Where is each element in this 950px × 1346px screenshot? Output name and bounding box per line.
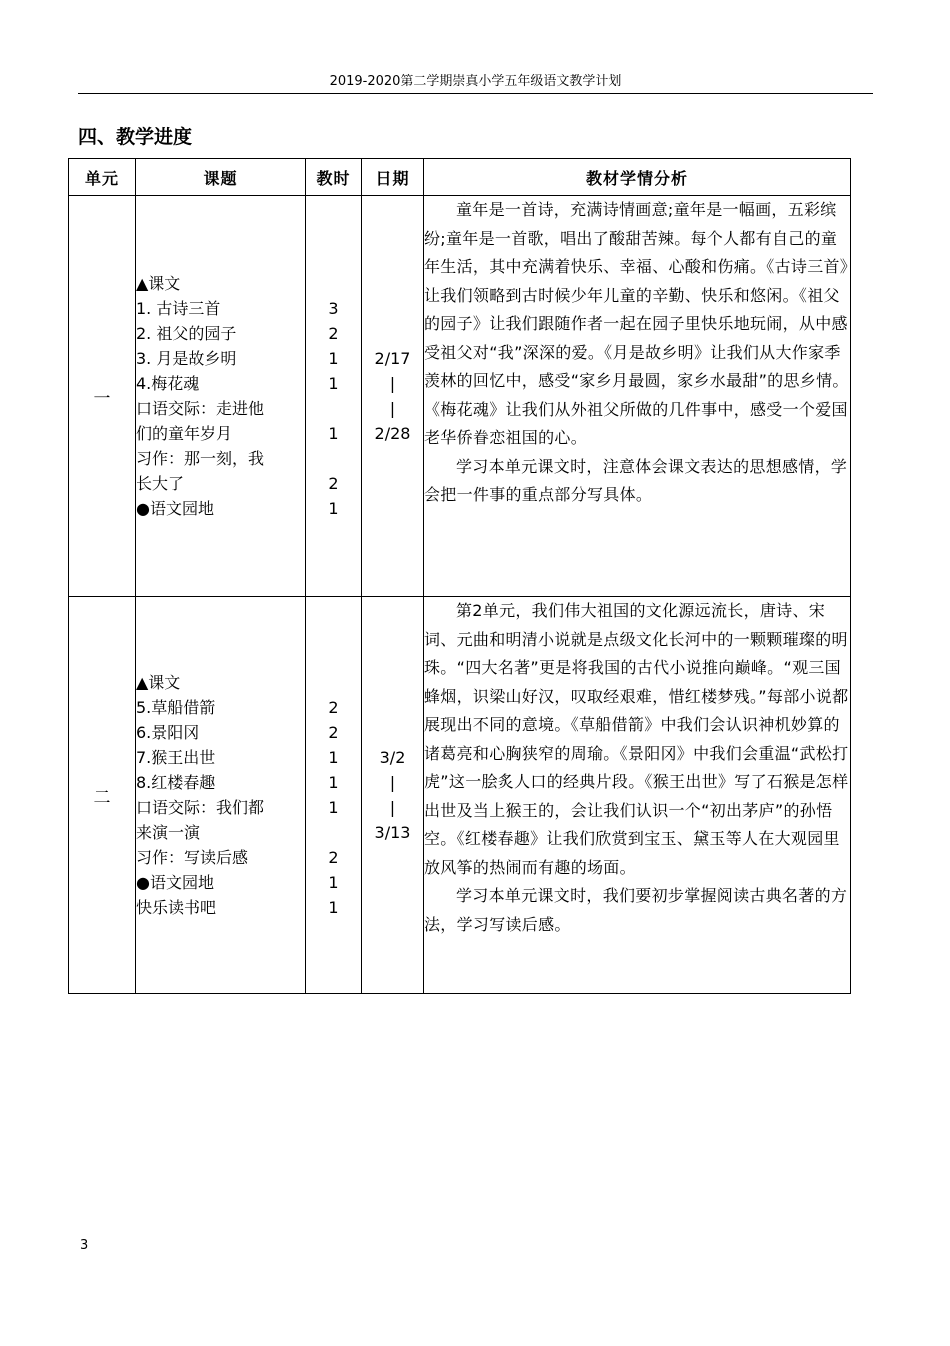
date-separator: | — [389, 773, 396, 792]
topic-line: 8.红楼春趣 — [136, 773, 216, 792]
topic-line: 3. 月是故乡明 — [136, 349, 237, 368]
table-header-row — [69, 159, 851, 196]
hours-cell — [306, 196, 362, 597]
hours-line — [306, 670, 361, 695]
hours-line: 1 — [328, 349, 339, 368]
header-analysis: 教材学情分析 — [424, 159, 851, 196]
hours-line: 1 — [328, 748, 339, 767]
page-header: 2019-2020第二学期崇真小学五年级语文教学计划 — [78, 70, 873, 94]
topic-line: 口语交际：走进他 — [136, 399, 265, 418]
analysis-cell — [424, 597, 851, 994]
date-end: 2/28 — [374, 424, 411, 443]
analysis-cell — [424, 196, 851, 597]
topic-line: 快乐读书吧 — [136, 898, 217, 917]
topics-cell — [136, 196, 306, 597]
hours-line: 2 — [328, 698, 339, 717]
hours-line: 2 — [328, 723, 339, 742]
page-number: 3 — [80, 1238, 89, 1253]
date-start: 2/17 — [374, 349, 411, 368]
header-unit: 单元 — [69, 159, 136, 196]
section-title: 四、教学进度 — [78, 126, 193, 148]
header-hours: 教时 — [306, 159, 362, 196]
date-separator: | — [389, 798, 396, 817]
date-separator: | — [389, 399, 396, 418]
topic-line: 口语交际：我们都 — [136, 798, 265, 817]
date-cell — [362, 196, 424, 597]
hours-line: 1 — [328, 873, 339, 892]
hours-line: 2 — [328, 324, 339, 343]
unit-cell: 一 — [69, 196, 136, 597]
hours-line: 1 — [328, 898, 339, 917]
analysis-paragraph: 童年是一首诗，充满诗情画意;童年是一幅画，五彩缤纷;童年是一首歌，唱出了酸甜苦辣。每个人都有自己的童年生活，其中充满着快乐、幸福、心酸和伤痛。《古诗三首》让我们领略到古时候少年儿童的辛勤、快乐和悠闲。《祖父的园子》让我们跟随作者一起在园子里快乐地玩闹，从中感受祖父对“我”深深的爱。《月是故乡明》让我们从大作家季羡林的回忆中，感受“家乡月最圆，家乡水最甜”的思乡情。《梅花魂》让我们从外祖父所做的几件事中，感受一个爱国老华侨眷恋祖国的心。 — [424, 200, 849, 447]
topic-line: 长大了 — [136, 474, 185, 493]
unit-cell: 二 — [69, 597, 136, 994]
hours-line — [306, 396, 361, 421]
topic-line: 4.梅花魂 — [136, 374, 200, 393]
hours-line: 3 — [328, 299, 339, 318]
topic-line: ●语文园地 — [136, 873, 214, 892]
hours-line: 2 — [328, 474, 339, 493]
hours-line: 1 — [328, 773, 339, 792]
hours-line: 1 — [328, 798, 339, 817]
topic-line: 2. 祖父的园子 — [136, 324, 237, 343]
header-date: 日期 — [362, 159, 424, 196]
topic-line: 习作：写读后感 — [136, 848, 249, 867]
date-cell — [362, 597, 424, 994]
teaching-schedule-table — [68, 158, 851, 994]
topic-line: ▲课文 — [136, 673, 181, 692]
topic-line: ▲课文 — [136, 274, 181, 293]
hours-line: 1 — [328, 499, 339, 518]
hours-cell — [306, 597, 362, 994]
date-start: 3/2 — [379, 748, 406, 767]
topic-line: 来演一演 — [136, 823, 201, 842]
topic-line: 5.草船借箭 — [136, 698, 216, 717]
hours-line — [306, 271, 361, 296]
date-end: 3/13 — [374, 823, 411, 842]
topic-line: 习作：那一刻，我 — [136, 449, 265, 468]
hours-line — [306, 446, 361, 471]
hours-line: 2 — [328, 848, 339, 867]
table-row — [69, 196, 851, 597]
topics-cell — [136, 597, 306, 994]
analysis-paragraph: 学习本单元课文时，我们要初步掌握阅读古典名著的方法，学习写读后感。 — [424, 886, 848, 934]
table-row — [69, 597, 851, 994]
hours-line — [306, 820, 361, 845]
topic-line: 6.景阳冈 — [136, 723, 200, 742]
topic-line: 1. 古诗三首 — [136, 299, 221, 318]
hours-line: 1 — [328, 374, 339, 393]
header-topic: 课题 — [136, 159, 306, 196]
topic-line: 们的童年岁月 — [136, 424, 233, 443]
topic-line: 7.猴王出世 — [136, 748, 216, 767]
date-separator: | — [389, 374, 396, 393]
analysis-paragraph: 学习本单元课文时，注意体会课文表达的思想感情，学会把一件事的重点部分写具体。 — [424, 456, 848, 504]
hours-line: 1 — [328, 424, 339, 443]
topic-line: ●语文园地 — [136, 499, 214, 518]
analysis-paragraph: 第2单元，我们伟大祖国的文化源远流长，唐诗、宋词、元曲和明清小说就是点级文化长河中的一颗颗璀璨的明珠。“四大名著”更是将我国的古代小说推向巅峰。“观三国蜂烟，识梁山好汉，叹取经艰难，惜红楼梦残。”每部小说都展现出不同的意境。《草船借箭》中我们会认识神机妙算的诸葛亮和心胸狭窄的周瑜。《景阳冈》中我们会重温“武松打虎”这一脍炙人口的经典片段。《猴王出世》写了石猴是怎样出世及当上猴王的，会让我们认识一个“初出茅庐”的孙悟空。《红楼春趣》让我们欣赏到宝玉、黛玉等人在大观园里放风筝的热闹而有趣的场面。 — [424, 601, 849, 877]
